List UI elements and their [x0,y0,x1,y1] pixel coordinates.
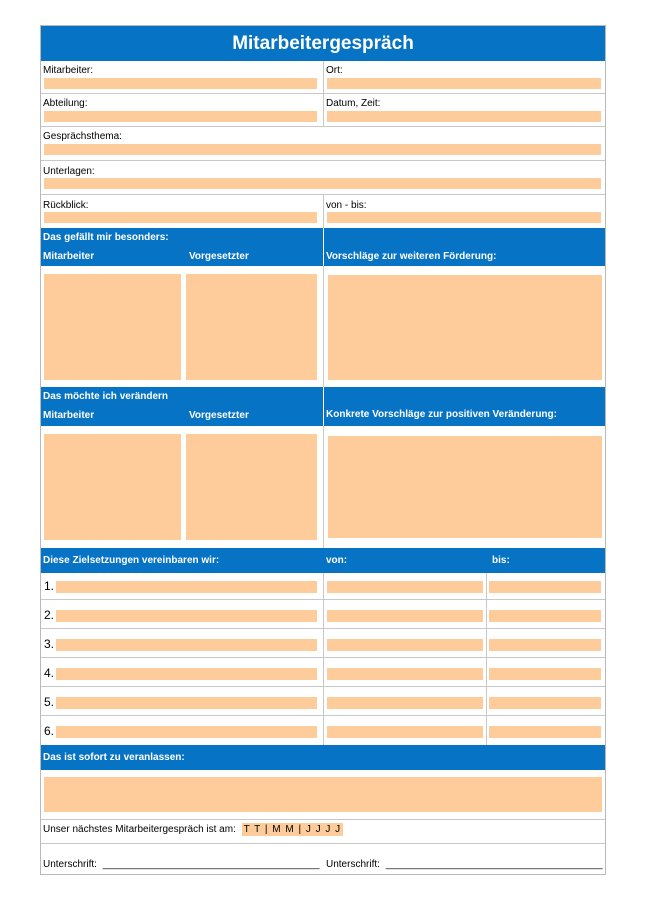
label-mitarbeiter: Mitarbeiter: [43,65,94,76]
column-header-mitarbeiter: Mitarbeiter [43,251,95,262]
page-title: Mitarbeitergespräch [232,33,414,54]
input-ziel-bis[interactable] [489,697,601,709]
input-ziel-von[interactable] [327,639,483,651]
input-ziel[interactable] [56,639,317,651]
label-von-bis: von - bis: [326,200,367,211]
input-ziel-von[interactable] [327,581,483,593]
label-rueckblick: Rückblick: [43,200,89,211]
signature-right-line[interactable]: _______________________________________ [385,859,603,870]
label-datum-zeit: Datum, Zeit: [326,98,381,109]
column-header-mitarbeiter: Mitarbeiter [43,410,95,421]
ziel-number: 1. [44,579,55,593]
textarea-gefaellt-vorschlaege[interactable] [328,275,602,380]
input-unterlagen[interactable] [44,178,601,189]
input-datum-zeit[interactable] [327,111,601,122]
divider [323,228,324,266]
input-ziel-von[interactable] [327,697,483,709]
column-header-vorgesetzter: Vorgesetzter [189,410,249,421]
divider [41,160,605,161]
textarea-veraendern-vorschlaege[interactable] [328,436,602,538]
ziel-number: 5. [44,695,55,709]
signature-left [43,859,320,870]
input-ort[interactable] [327,78,601,89]
column-header-bis: bis: [492,555,510,566]
ziel-number: 4. [44,666,55,680]
textarea-sofort[interactable] [44,777,602,812]
ziel-number: 6. [44,724,55,738]
signature-left-line[interactable]: _______________________________________ [102,859,320,870]
input-ziel-bis[interactable] [489,726,601,738]
input-ziel[interactable] [56,697,317,709]
input-ziel-von[interactable] [327,668,483,680]
column-header-vorschlaege: Vorschläge zur weiteren Förderung: [326,251,497,262]
column-header-von: von: [326,555,348,566]
column-header-konkrete-vorschlaege: Konkrete Vorschläge zur positiven Veränderung: [326,409,557,420]
input-ziel[interactable] [56,610,317,622]
signature-right-label: Unterschrift: [326,859,380,870]
label-unterlagen: Unterlagen: [43,166,95,177]
section-heading-gefaellt: Das gefällt mir besonders: [43,232,169,243]
divider [41,819,605,820]
next-meeting-date-input[interactable]: T T | M M | J J J J [243,824,342,835]
textarea-gefaellt-vorgesetzter[interactable] [186,274,317,380]
input-ziel-bis[interactable] [489,639,601,651]
divider [323,194,324,228]
input-ziel-von[interactable] [327,726,483,738]
divider [41,843,605,844]
form-container [40,25,606,875]
input-ziel[interactable] [56,668,317,680]
textarea-veraendern-vorgesetzter[interactable] [186,434,317,540]
input-ziel-bis[interactable] [489,581,601,593]
input-gespraechsthema[interactable] [44,144,601,155]
input-ziel-bis[interactable] [489,610,601,622]
input-ziel[interactable] [56,581,317,593]
input-abteilung[interactable] [44,111,317,122]
next-meeting-label: Unser nächstes Mitarbeitergespräch ist am: [43,824,236,835]
label-abteilung: Abteilung: [43,98,88,109]
divider [486,573,487,745]
column-header-vorgesetzter: Vorgesetzter [189,251,249,262]
divider [323,426,324,548]
input-mitarbeiter[interactable] [44,78,317,89]
ziel-number: 3. [44,637,55,651]
input-rueckblick[interactable] [44,212,317,223]
divider [323,387,324,426]
ziel-number: 2. [44,608,55,622]
title-bar [41,26,605,61]
textarea-gefaellt-mitarbeiter[interactable] [44,274,181,380]
input-ziel-bis[interactable] [489,668,601,680]
signature-right [326,859,603,870]
label-ort: Ort: [326,65,343,76]
section-heading-veraendern: Das möchte ich verändern [43,391,169,402]
next-meeting-row [43,824,343,835]
input-ziel[interactable] [56,726,317,738]
input-ziel-von[interactable] [327,610,483,622]
divider [323,573,324,745]
input-von-bis[interactable] [327,212,601,223]
textarea-veraendern-mitarbeiter[interactable] [44,434,181,540]
divider [323,266,324,387]
signature-left-label: Unterschrift: [43,859,97,870]
section-heading-sofort: Das ist sofort zu veranlassen: [43,752,185,763]
label-gespraechsthema: Gesprächsthema: [43,131,122,142]
divider [323,61,324,127]
section-heading-ziele: Diese Zielsetzungen vereinbaren wir: [43,555,220,566]
